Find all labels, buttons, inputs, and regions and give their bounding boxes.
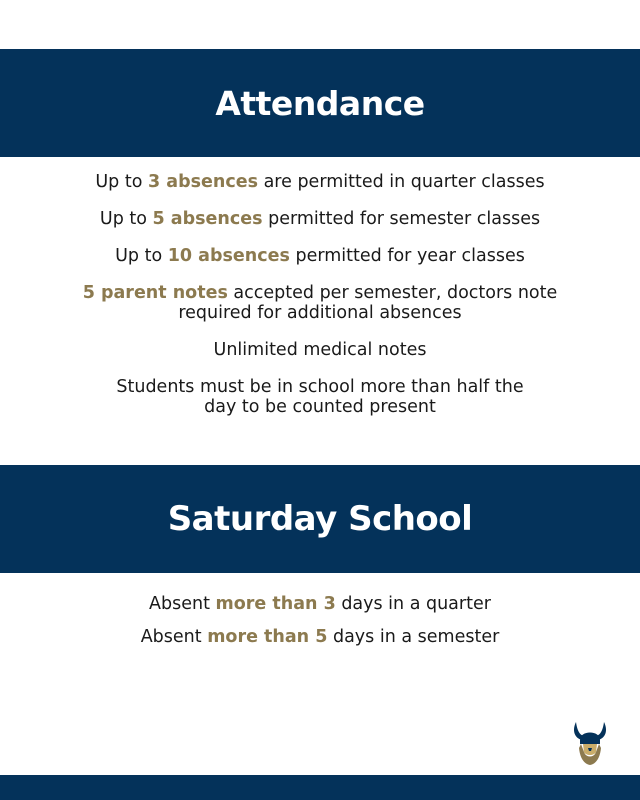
viking-helmet-icon (570, 718, 610, 766)
attendance-rule-half-day (100, 377, 540, 417)
attendance-title: Attendance (215, 83, 425, 123)
rule-text: Absent (149, 594, 216, 614)
rule-text: permitted for semester classes (262, 209, 541, 229)
rule-text: are permitted in quarter classes (258, 172, 545, 192)
saturday-rule-quarter (60, 594, 580, 614)
rule-highlight: more than 3 (215, 594, 336, 614)
rule-highlight: 3 absences (148, 172, 259, 192)
rule-text: Up to (99, 209, 153, 229)
attendance-rule-semester (60, 209, 580, 229)
rule-text: Absent (140, 627, 208, 647)
rule-text: Students must be in school more than half the day to be counted present (116, 377, 524, 417)
attendance-rules-list (0, 172, 640, 434)
saturday-school-rules-list (0, 594, 640, 660)
rule-text: Up to (115, 246, 168, 266)
rule-highlight: 10 absences (167, 246, 290, 266)
rule-highlight: more than 5 (207, 627, 328, 647)
rule-text: days in a quarter (335, 594, 491, 614)
saturday-school-header-band (0, 465, 640, 573)
rule-highlight: 5 parent notes (82, 283, 228, 303)
rule-text: Up to (95, 172, 148, 192)
rule-text: accepted per semester, doctors note required for additional absences (178, 283, 558, 323)
saturday-school-title: Saturday School (167, 499, 473, 539)
footer-band (0, 775, 640, 800)
attendance-rule-quarter (60, 172, 580, 192)
rule-text: permitted for year classes (289, 246, 525, 266)
attendance-rule-parent-notes (60, 283, 580, 323)
attendance-rule-year (60, 246, 580, 266)
rule-text: days in a semester (327, 627, 500, 647)
rule-highlight: 5 absences (152, 209, 263, 229)
saturday-rule-semester (60, 627, 580, 647)
attendance-rule-medical-notes (60, 340, 580, 360)
attendance-header-band (0, 49, 640, 157)
rule-text: Unlimited medical notes (213, 340, 427, 360)
